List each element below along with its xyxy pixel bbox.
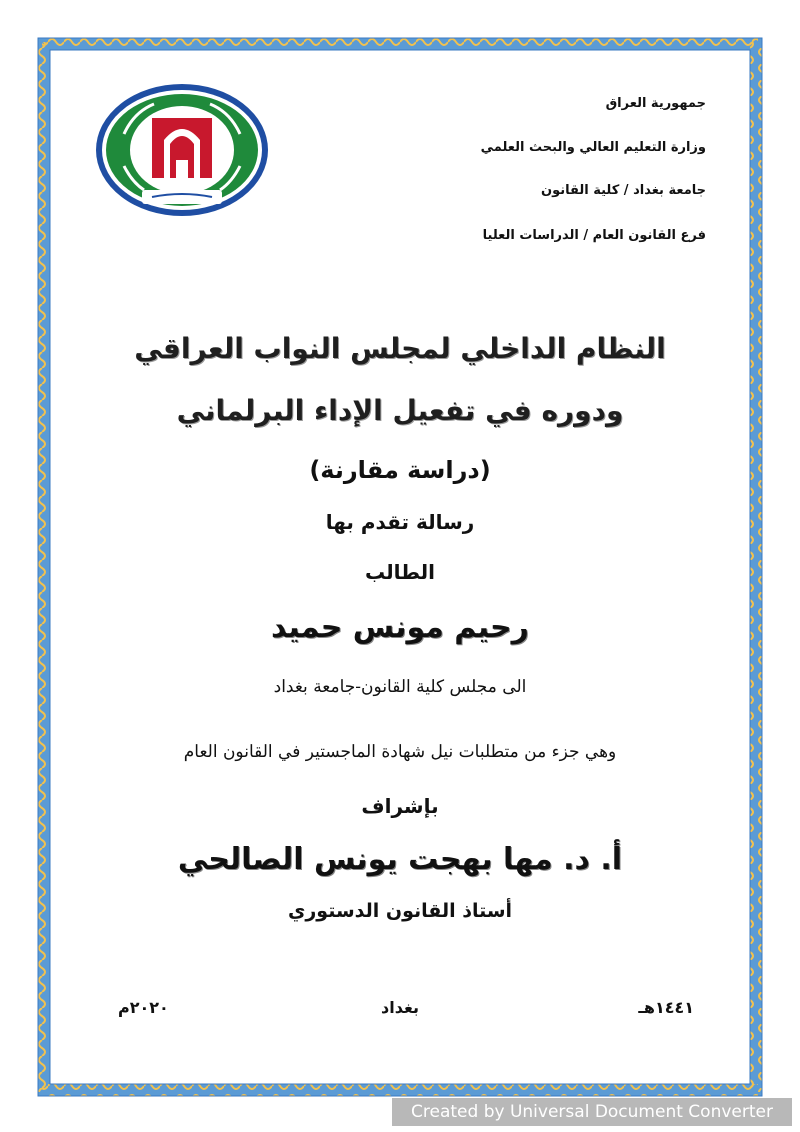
thesis-title-line1: النظام الداخلي لمجلس النواب العراقي <box>134 332 666 365</box>
header-ministry: وزارة التعليم العالي والبحث العلمي <box>480 140 706 155</box>
university-of-baghdad-seal-icon <box>94 82 270 218</box>
student-label: الطالب <box>364 560 436 584</box>
thesis-subtitle: (دراسة مقارنة) <box>309 456 491 484</box>
submission-council: الى مجلس كلية القانون-جامعة بغداد <box>273 677 527 697</box>
header-department: فرع القانون العام / الدراسات العليا <box>482 228 706 243</box>
footer-city: بغداد <box>381 998 419 1017</box>
supervisor-name: أ. د. مها بهجت يونس الصالحي <box>177 842 623 877</box>
footer-gregorian-year: ٢٠٢٠م <box>118 998 169 1017</box>
supervision-label: بإشراف <box>361 794 439 818</box>
header-university: جامعة بغداد / كلية القانون <box>541 183 706 198</box>
header-country: جمهورية العراق <box>605 96 706 111</box>
submission-purpose: وهي جزء من متطلبات نيل شهادة الماجستير في القانون العام <box>183 742 617 762</box>
submission-intro: رسالة تقدم بها <box>325 510 475 534</box>
student-name: رحيم مونس حميد <box>271 610 529 645</box>
footer-hijri-year: ١٤٤١هـ <box>638 998 694 1017</box>
thesis-title-line2: ودوره في تفعيل الإداء البرلماني <box>176 394 624 427</box>
supervisor-position: أستاذ القانون الدستوري <box>287 900 513 922</box>
converter-watermark: Created by Universal Document Converter <box>392 1098 792 1126</box>
